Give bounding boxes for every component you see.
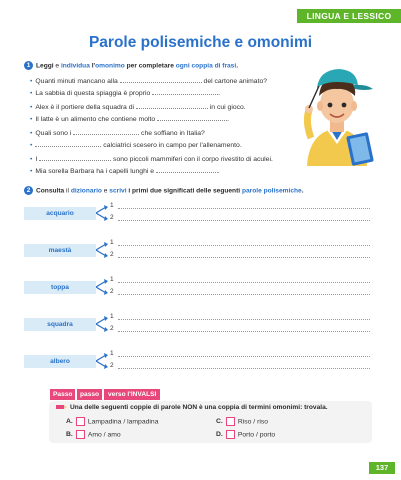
option-checkbox[interactable] xyxy=(76,417,85,426)
sentence-6: • calciatrici scesero in campo per l'allenamento. xyxy=(30,142,242,149)
sentence-4: • Il latte è un alimento che contiene molto . xyxy=(30,116,229,123)
page-number: 137 xyxy=(369,462,395,474)
answer-line[interactable] xyxy=(118,319,370,320)
sentence-8: • Mia sorella Barbara ha i capelli lunghi e . xyxy=(30,168,220,175)
word-label: maestà xyxy=(24,244,96,257)
invalsi-tag: Passo passo verso l'INVALSI xyxy=(50,389,150,400)
answer-line[interactable] xyxy=(118,220,370,221)
option-c[interactable]: C. Riso / riso xyxy=(216,418,269,426)
invalsi-question: Una delle seguenti coppie di parole NON è una coppia di termini omonimi: trovala. xyxy=(56,404,328,411)
fork-arrow-icon xyxy=(96,205,110,221)
option-checkbox[interactable] xyxy=(226,430,235,439)
answer-blank[interactable] xyxy=(157,114,227,121)
word-label: toppa xyxy=(24,281,96,294)
answer-line[interactable] xyxy=(118,282,370,283)
boy-illustration xyxy=(297,58,377,166)
answer-line[interactable] xyxy=(118,294,370,295)
fork-arrow-icon xyxy=(96,353,110,369)
answer-line[interactable] xyxy=(118,331,370,332)
answer-blank[interactable] xyxy=(136,102,208,109)
sentence-3: • Alex è il portiere della squadra di in cui gioco. xyxy=(30,104,246,111)
sentence-2: • La sabbia di questa spiaggia è proprio . xyxy=(30,90,221,97)
option-a[interactable]: A. Lampadina / lampadina xyxy=(66,418,159,426)
word-label: albero xyxy=(24,355,96,368)
answer-blank[interactable] xyxy=(73,128,139,135)
answer-blank[interactable] xyxy=(39,154,111,161)
pencil-icon xyxy=(56,404,67,410)
exercise-2-instruction: 2 Consulta il dizionario e scrivi i primi due significati delle seguenti parole polisemiche. xyxy=(24,186,304,195)
answer-line[interactable] xyxy=(118,257,370,258)
answer-line[interactable] xyxy=(118,208,370,209)
page-title: Parole polisemiche e omonimi xyxy=(88,34,313,51)
exercise-number-badge: 1 xyxy=(24,61,33,70)
option-b[interactable]: B. Amo / amo xyxy=(66,431,121,439)
answer-blank[interactable] xyxy=(120,76,202,83)
fork-arrow-icon xyxy=(96,316,110,332)
fork-arrow-icon xyxy=(96,279,110,295)
answer-blank[interactable] xyxy=(156,166,218,173)
sentence-5: • Quali sono i che soffiano in Italia? xyxy=(30,130,205,137)
option-d[interactable]: D. Porto / porto xyxy=(216,431,276,439)
section-tag: LINGUA E LESSICO xyxy=(297,9,401,23)
answer-line[interactable] xyxy=(118,356,370,357)
sentence-7: • I sono piccoli mammiferi con il corpo rivestito di aculei. xyxy=(30,156,273,163)
exercise-1-instruction: 1 Leggi e individua l'omonimo per completare ogni coppia di frasi. xyxy=(24,61,238,70)
answer-line[interactable] xyxy=(118,368,370,369)
option-checkbox[interactable] xyxy=(226,417,235,426)
exercise-number-badge: 2 xyxy=(24,186,33,195)
answer-blank[interactable] xyxy=(35,140,101,147)
sentence-1: • Quanti minuti mancano alla del cartone animato? xyxy=(30,78,268,85)
answer-blank[interactable] xyxy=(152,88,218,95)
option-checkbox[interactable] xyxy=(76,430,85,439)
answer-line[interactable] xyxy=(118,245,370,246)
word-label: squadra xyxy=(24,318,96,331)
word-label: acquario xyxy=(24,207,96,220)
fork-arrow-icon xyxy=(96,242,110,258)
